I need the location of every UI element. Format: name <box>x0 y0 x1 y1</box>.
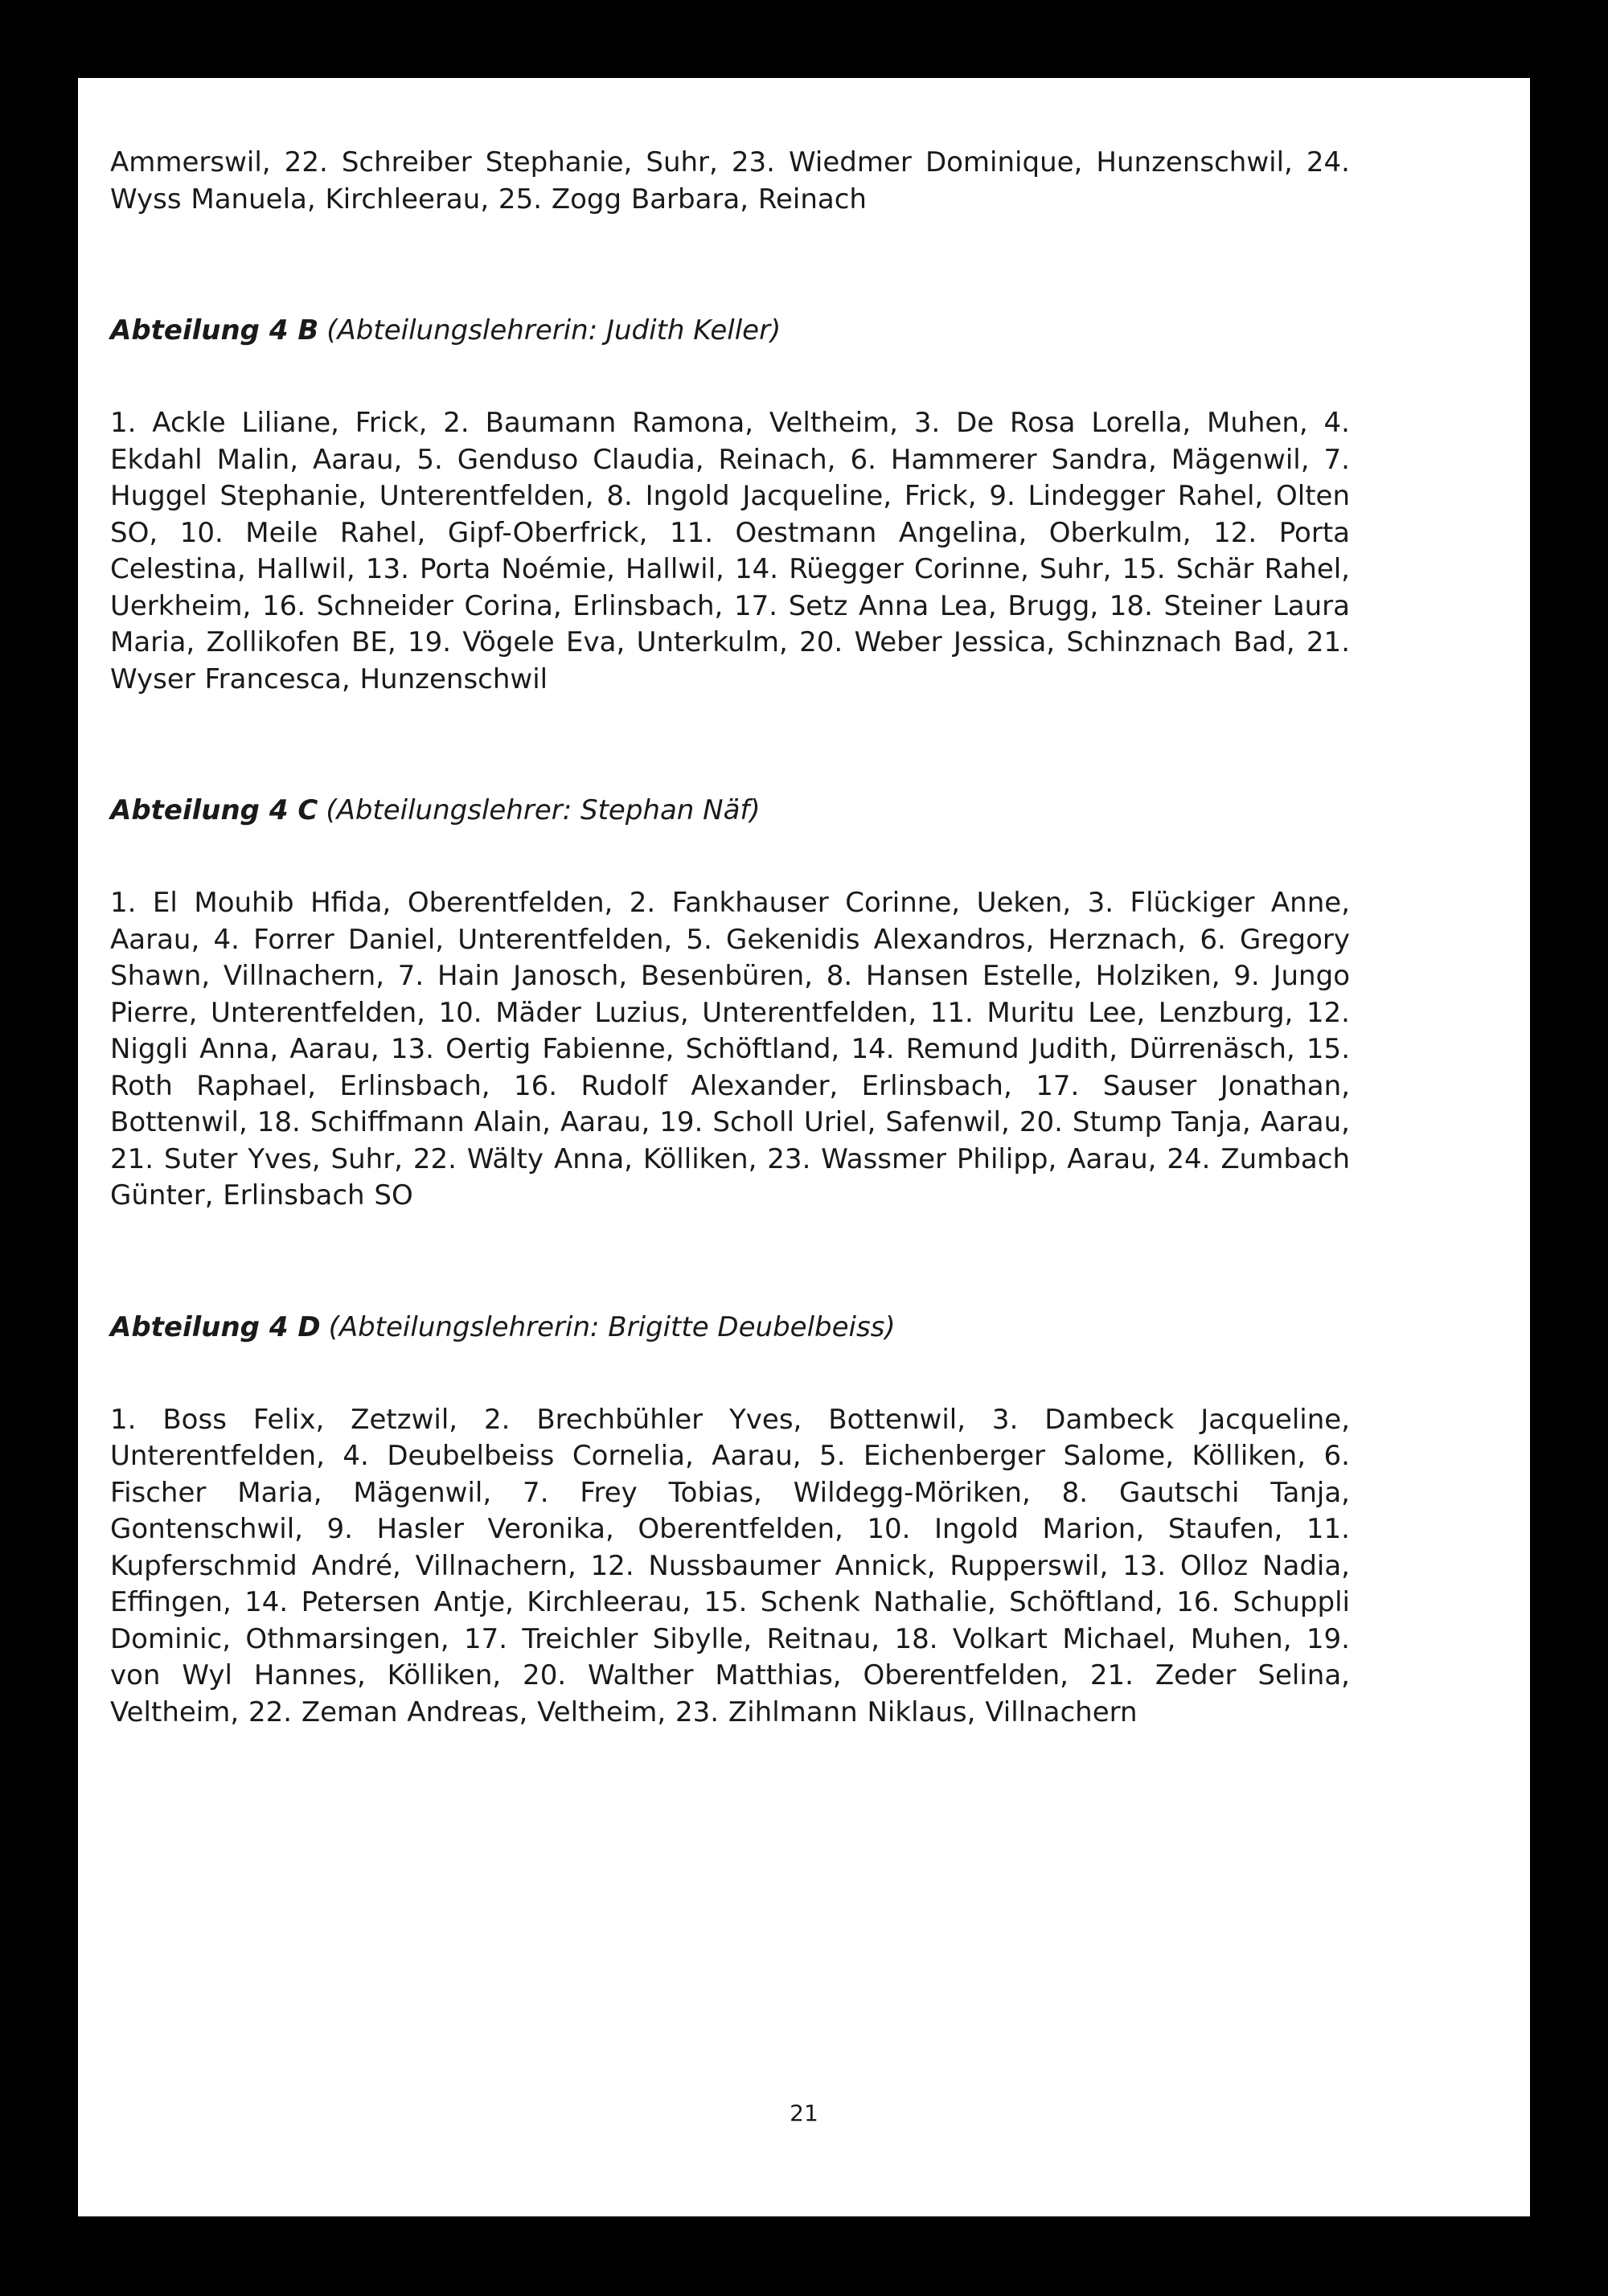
section-heading <box>110 793 1350 829</box>
section-4d <box>110 1310 1350 1732</box>
student-list: 1. Boss Felix, Zetzwil, 2. Brechbühler Yves, Bottenwil, 3. Dambeck Jacqueline, Unterentfelden, 4. Deubelbeiss Cornelia, Aarau, 5. Eichenberger Salome, Kölliken, 6. Fischer Maria, Mägenwil, 7. Frey Tobias, Wildegg-Möriken, 8. Gautschi Tanja, Gontenschwil, 9. Hasler Veronika, Oberentfelden, 10. Ingold Marion, Staufen, 11. Kupferschmid André, Villnachern, 12. Nussbaumer Annick, Rupperswil, 13. Olloz Nadia, Effingen, 14. Petersen Antje, Kirchleerau, 15. Schenk Nathalie, Schöftland, 16. Schuppli Dominic, Othmarsingen, 17. Treichler Sibylle, Reitnau, 18. Volkart Michael, Muhen, 19. von Wyl Hannes, Kölliken, 20. Walther Matthias, Oberentfelden, 21. Zeder Selina, Veltheim, 22. Zeman Andreas, Veltheim, 23. Zihlmann Niklaus, Villnachern <box>110 1403 1350 1728</box>
section-4c <box>110 793 1350 1215</box>
section-4b <box>110 313 1350 698</box>
section-teacher: (Abteilungslehrerin: Brigitte Deubelbeiss) <box>328 1310 896 1343</box>
section-heading <box>110 1310 1350 1346</box>
section-label: Abteilung 4 C <box>110 794 318 826</box>
intro-paragraph: Ammerswil, 22. Schreiber Stephanie, Suhr, 23. Wiedmer Dominique, Hunzenschwil, 24. Wyss Manuela, Kirchleerau, 25. Zogg Barbara, Reinach <box>110 146 1350 215</box>
section-heading <box>110 313 1350 349</box>
student-list: 1. El Mouhib Hfida, Oberentfelden, 2. Fankhauser Corinne, Ueken, 3. Flückiger Anne, Aarau, 4. Forrer Daniel, Unterentfelden, 5. Gekenidis Alexandros, Herznach, 6. Gregory Shawn, Villnachern, 7. Hain Janosch, Besenbüren, 8. Hansen Estelle, Holziken, 9. Jungo Pierre, Unterentfelden, 10. Mäder Luzius, Unterentfelden, 11. Muritu Lee, Lenzburg, 12. Niggli Anna, Aarau, 13. Oertig Fabienne, Schöftland, 14. Remund Judith, Dürrenäsch, 15. Roth Raphael, Erlinsbach, 16. Rudolf Alexander, Erlinsbach, 17. Sauser Jonathan, Bottenwil, 18. Schiffmann Alain, Aarau, 19. Scholl Uriel, Safenwil, 20. Stump Tanja, Aarau, 21. Suter Yves, Suhr, 22. Wälty Anna, Kölliken, 23. Wassmer Philipp, Aarau, 24. Zumbach Günter, Erlinsbach SO <box>110 887 1350 1212</box>
student-list: 1. Ackle Liliane, Frick, 2. Baumann Ramona, Veltheim, 3. De Rosa Lorella, Muhen, 4. Ekdahl Malin, Aarau, 5. Genduso Claudia, Reinach, 6. Hammerer Sandra, Mägenwil, 7. Huggel Stephanie, Unterentfelden, 8. Ingold Jacqueline, Frick, 9. Lindegger Rahel, Olten SO, 10. Meile Rahel, Gipf-Oberfrick, 11. Oestmann Angelina, Oberkulm, 12. Porta Celestina, Hallwil, 13. Porta Noémie, Hallwil, 14. Rüegger Corinne, Suhr, 15. Schär Rahel, Uerkheim, 16. Schneider Corina, Erlinsbach, 17. Setz Anna Lea, Brugg, 18. Steiner Laura Maria, Zollikofen BE, 19. Vögele Eva, Unterkulm, 20. Weber Jessica, Schinznach Bad, 21. Wyser Francesca, Hunzenschwil <box>110 407 1350 695</box>
section-label: Abteilung 4 D <box>110 1310 321 1343</box>
page-content <box>110 145 1350 1731</box>
page-number: 21 <box>790 2100 818 2126</box>
section-label: Abteilung 4 B <box>110 314 319 346</box>
section-teacher: (Abteilungslehrerin: Judith Keller) <box>326 314 781 346</box>
section-teacher: (Abteilungslehrer: Stephan Näf) <box>326 794 761 826</box>
